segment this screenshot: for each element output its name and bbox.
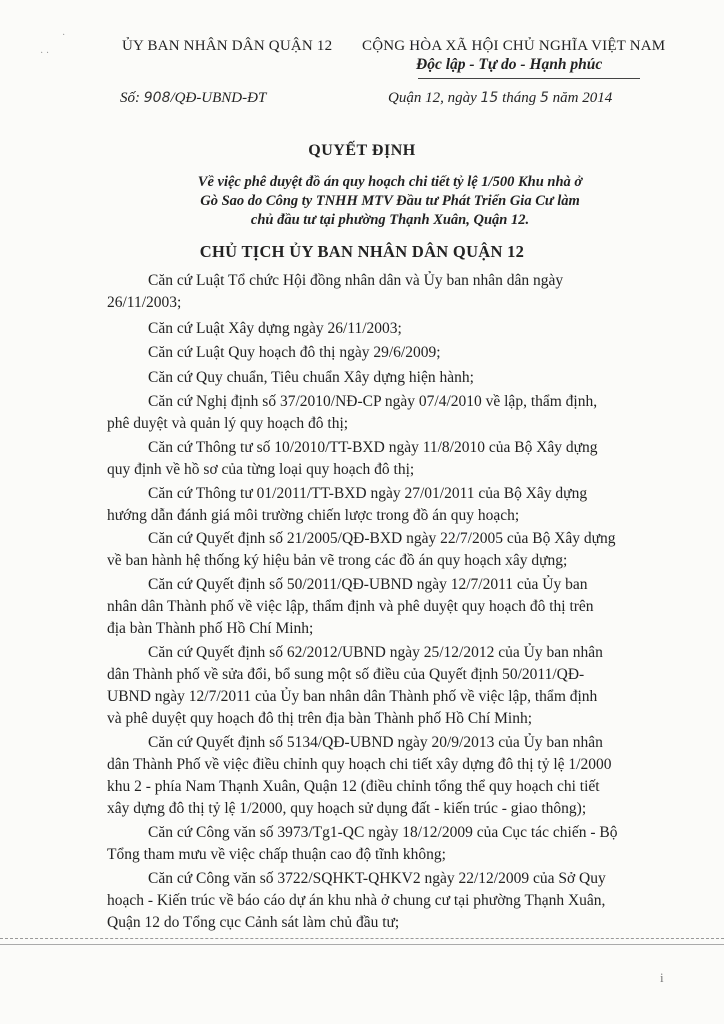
body-line: Căn cứ Thông tư 01/2011/TT-BXD ngày 27/01/2011 của Bộ Xây dựng	[148, 485, 588, 502]
date-year: năm 2014	[552, 90, 613, 106]
subject-line: Về việc phê duyệt đồ án quy hoạch chi tiết tỷ lệ 1/500 Khu nhà ở	[197, 174, 583, 190]
body-line: Căn cứ Luật Tổ chức Hội đồng nhân dân và Ủy ban nhân dân ngày	[148, 272, 564, 289]
body-line: Căn cứ Luật Xây dựng ngày 26/11/2003;	[148, 320, 402, 337]
date-place: Quận 12, ngày	[388, 90, 477, 106]
document-subject	[120, 173, 660, 230]
body-line: 26/11/2003;	[107, 294, 182, 311]
body-line: Căn cứ Quyết định số 50/2011/QĐ-UBND ngày 12/7/2011 của Ủy ban	[148, 576, 588, 593]
body-line: và phê duyệt quy hoạch đô thị trên địa bàn Thành phố Hồ Chí Minh;	[107, 710, 533, 727]
body-line: Căn cứ Công văn số 3973/Tg1-QC ngày 18/12/2009 của Cục tác chiến - Bộ	[148, 824, 618, 841]
body-line: địa bàn Thành phố Hồ Chí Minh;	[107, 620, 314, 637]
body-line: dân Thành phố về sửa đổi, bổ sung một số điều của Quyết định 50/2011/QĐ-	[107, 666, 585, 683]
body-line: Căn cứ Nghị định số 37/2010/NĐ-CP ngày 07/4/2010 về lập, thẩm định,	[148, 393, 598, 410]
body-line: Căn cứ Quy chuẩn, Tiêu chuẩn Xây dựng hiện hành;	[148, 369, 474, 386]
document-number	[120, 90, 266, 107]
body-line: Quận 12 do Tổng cục Cảnh sát làm chủ đầu tư;	[107, 914, 400, 931]
date-month: 5	[540, 90, 549, 106]
body-line: xây dựng đô thị tỷ lệ 1/2000, quy hoạch sử dụng đất - kiến trúc - giao thông);	[107, 800, 587, 817]
national-motto: Độc lập - Tự do - Hạnh phúc	[416, 56, 603, 73]
body-line: Căn cứ Luật Quy hoạch đô thị ngày 29/6/2009;	[148, 344, 441, 361]
number-prefix: Số:	[120, 90, 140, 106]
body-line: Tổng tham mưu về việc chấp thuận cao độ tĩnh không;	[107, 846, 446, 863]
national-title: CỘNG HÒA XÃ HỘI CHỦ NGHĨA VIỆT NAM	[362, 38, 666, 54]
body-line: hướng dẫn đánh giá môi trường chiến lược trong đồ án quy hoạch;	[107, 507, 520, 524]
page-edge-dashed	[0, 938, 724, 939]
page-edge-rule	[0, 944, 724, 945]
body-line: UBND ngày 12/7/2011 của Ủy ban nhân dân Thành phố về việc lập, thẩm định	[107, 688, 598, 705]
body-line: dân Thành Phố về việc điều chỉnh quy hoạch chi tiết xây dựng đô thị tỷ lệ 1/2000	[107, 756, 612, 773]
subject-line: chủ đầu tư tại phường Thạnh Xuân, Quận 12.	[250, 212, 530, 228]
authority-heading: CHỦ TỊCH ỦY BAN NHÂN DÂN QUẬN 12	[199, 242, 525, 261]
body-line: Căn cứ Quyết định số 5134/QĐ-UBND ngày 20/9/2013 của Ủy ban nhân	[148, 734, 603, 751]
number-handwritten: 908	[143, 90, 171, 106]
motto-underline	[418, 78, 640, 79]
scan-speck: ·	[62, 30, 66, 41]
body-line: Căn cứ Quyết định số 62/2012/UBND ngày 25/12/2012 của Ủy ban nhân	[148, 644, 603, 661]
body-line: khu 2 - phía Nam Thạnh Xuân, Quận 12 (điều chỉnh tổng thể quy hoạch chi tiết	[107, 778, 600, 795]
body-line: Căn cứ Thông tư số 10/2010/TT-BXD ngày 11/8/2010 của Bộ Xây dựng	[148, 439, 598, 456]
date-day: 15	[480, 90, 499, 106]
body-line: về ban hành hệ thống ký hiệu bản vẽ trong các đồ án quy hoạch xây dựng;	[107, 552, 568, 569]
date-month-label: tháng	[502, 90, 537, 106]
issuer-name: ỦY BAN NHÂN DÂN QUẬN 12	[122, 38, 333, 54]
document-title: QUYẾT ĐỊNH	[308, 142, 416, 159]
page-mark: i	[660, 970, 664, 985]
body-line: hoạch - Kiến trúc về báo cáo dự án khu nhà ở chung cư tại phường Thạnh Xuân,	[107, 892, 606, 909]
body-line: Căn cứ Công văn số 3722/SQHKT-QHKV2 ngày 22/12/2009 của Sở Quy	[148, 870, 606, 887]
scan-speck: · ·	[40, 48, 50, 59]
body-line: phê duyệt và quản lý quy hoạch đô thị;	[107, 415, 349, 432]
body-line: Căn cứ Quyết định số 21/2005/QĐ-BXD ngày 22/7/2005 của Bộ Xây dựng	[148, 530, 616, 547]
subject-line: Gò Sao do Công ty TNHH MTV Đầu tư Phát Triển Gia Cư làm	[200, 193, 580, 209]
number-suffix: /QĐ-UBND-ĐT	[170, 90, 267, 106]
body-line: nhân dân Thành phố về việc lập, thẩm định và phê duyệt quy hoạch đô thị trên	[107, 598, 594, 615]
body-line: quy định về hồ sơ của từng loại quy hoạch đô thị;	[107, 461, 415, 478]
document-date	[388, 90, 612, 107]
